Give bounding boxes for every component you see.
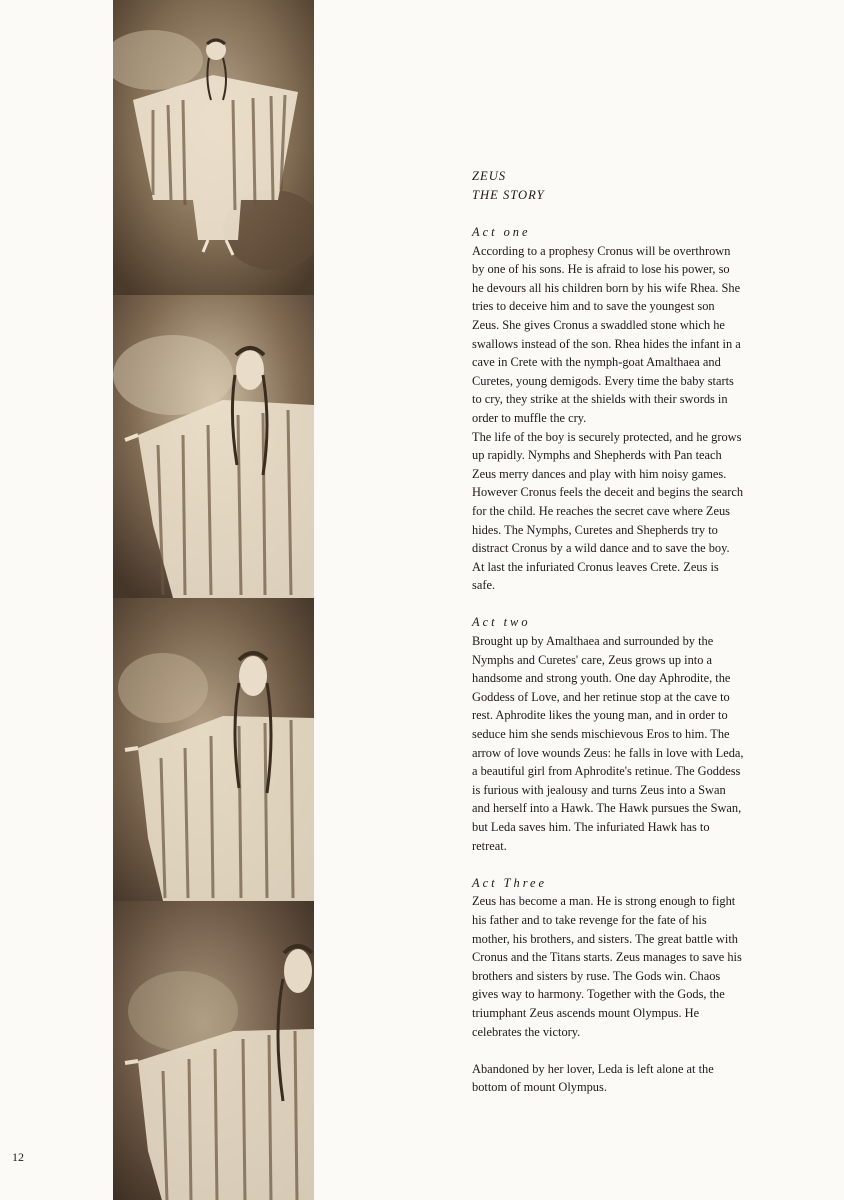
act-two-section [472, 613, 744, 855]
act-one-section [472, 223, 744, 595]
illustration-panel-1 [113, 0, 314, 303]
story-text-column [472, 167, 744, 1097]
epilogue-paragraph: Abandoned by her lover, Leda is left alone at the bottom of mount Olympus. [472, 1061, 714, 1095]
ballet-figure-icon [113, 901, 314, 1200]
ballet-figure-icon [113, 0, 314, 303]
act-three-section [472, 874, 744, 1041]
page-number: 12 [12, 1150, 24, 1164]
ballet-figure-icon [113, 598, 314, 901]
illustration-strip [113, 0, 314, 1200]
act-two-heading: Act two [472, 615, 531, 630]
act-two-paragraph: Brought up by Amalthaea and surrounded by the Nymphs and Curetes' care, Zeus grows up into a handsome and strong youth. One day Aphrodite, the Goddess of Love, and her retinue stop at the cave to rest. Aphrodite likes the young man, and in order to seduce him she sends mischievous Eros to him. The arrow of love wounds Zeus: he falls in love with Leda, a beautiful girl from Aphrodite's retinue. The Goddess is furious with jealousy and turns Zeus into a Swan and herself into a Hawk. The Hawk pursues the Swan, but Leda saves him. The infuriated Hawk has to retreat. [472, 634, 744, 853]
illustration-panel-2 [113, 295, 314, 598]
act-three-heading: Act Three [472, 875, 548, 890]
illustration-panel-3 [113, 598, 314, 901]
title-the-story: THE STORY [472, 188, 545, 202]
act-one-paragraph-2: The life of the boy is securely protected, and he grows up rapidly. Nymphs and Shepherds with Pan teach Zeus merry dances and play with him noisy games. However Cronus feels the deceit and begins the search for the child. He reaches the secret cave where Zeus hides. The Nymphs, Curetes and Shepherds try to distract Cronus by a wild dance and to save the boy. At last the infuriated Cronus leaves Crete. Zeus is safe. [472, 429, 744, 593]
illustration-panel-4 [113, 901, 314, 1200]
act-three-paragraph: Zeus has become a man. He is strong enough to fight his father and to take revenge for the fate of his mother, his brothers, and sisters. The great battle with Cronus and the Titans starts. Zeus manages to save his brothers and sisters by ruse. The Gods win. Chaos gives way to harmony. Together with the Gods, the triumphant Zeus ascends mount Olympus. He celebrates the victory. [472, 894, 742, 1039]
act-one-heading: Act one [472, 225, 531, 239]
title-zeus: ZEUS [472, 169, 507, 183]
ballet-figure-icon [113, 295, 314, 598]
story-title [472, 167, 744, 205]
act-one-paragraph-1: According to a prophesy Cronus will be overthrown by one of his sons. He is afraid to lose his power, so he devours all his children born by his wife Rhea. She tries to deceive him and to save the youngest son Zeus. She gives Cronus a swaddled stone which he swallows instead of the son. Rhea hides the infant in a cave in Crete with the nymph-goat Amalthaea and Curetes, young demigods. Every time the baby starts to cry, they strike at the shields with their swords in order to muffle the cry. [472, 243, 741, 425]
